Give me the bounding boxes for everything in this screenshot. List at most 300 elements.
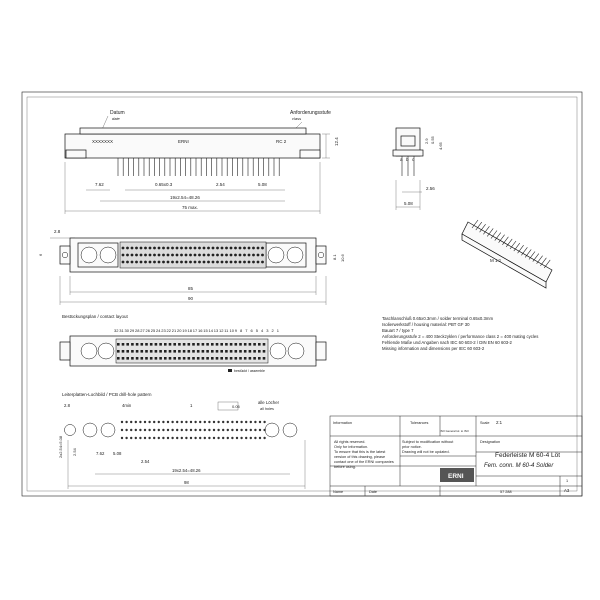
isometric-view: [462, 220, 552, 288]
layout-contact: [225, 350, 228, 353]
top-contact: [158, 247, 161, 250]
layout-contact: [150, 343, 153, 346]
pcb-hole: [194, 421, 196, 423]
pcb-dim-254-v: 2.54: [72, 448, 77, 456]
pin-number: 25: [150, 328, 156, 333]
pcb-hole: [250, 421, 252, 423]
top-contact: [234, 247, 237, 250]
layout-flange-right: [316, 342, 326, 360]
pcb-dim-28: 2.8: [64, 403, 70, 408]
pcb-hole-grid: [121, 421, 266, 439]
pin-number: 7: [245, 328, 248, 333]
pcb-hole: [250, 437, 252, 439]
front-housing: [65, 134, 320, 158]
top-contact: [153, 261, 156, 264]
dim-762: 7.62: [95, 182, 104, 187]
pcb-hole: [130, 429, 132, 431]
pcb-hole: [162, 429, 164, 431]
top-contact: [185, 247, 188, 250]
front-housing-top: [80, 128, 306, 134]
layout-contact: [253, 350, 256, 353]
layout-contact: [169, 357, 172, 360]
pin-number: 30: [124, 328, 129, 333]
iso-pin: [537, 256, 543, 264]
datum-label: Datum: [110, 110, 125, 116]
layout-contact: [178, 343, 181, 346]
pin-number: 26: [145, 328, 150, 333]
pcb-dim-rows: 2x2.54=5.08: [58, 435, 63, 458]
layout-contact: [192, 343, 195, 346]
pcb-hole: [208, 421, 210, 423]
top-contact: [135, 254, 138, 257]
layout-contact: [188, 357, 191, 360]
layout-contact: [188, 343, 191, 346]
pcb-hole: [259, 421, 261, 423]
top-dim-90: 90: [188, 296, 194, 301]
layout-contact: [122, 350, 125, 353]
pcb-hole: [162, 437, 164, 439]
layout-contact: [169, 343, 172, 346]
pcb-hole: [190, 429, 192, 431]
tb-title-en: Fem. conn. M 60-4 Solder: [484, 463, 554, 469]
pcb-hole: [240, 421, 242, 423]
top-contact: [171, 247, 174, 250]
pcb-hole: [144, 437, 146, 439]
layout-contact: [131, 357, 134, 360]
pin-number: 4: [261, 328, 264, 333]
pin-number: 22: [166, 328, 171, 333]
top-contact: [239, 254, 242, 257]
pcb-hole: [125, 429, 127, 431]
pcb-hole: [144, 429, 146, 431]
pcb-hole: [236, 437, 238, 439]
side-dim-465: 4.65: [438, 142, 443, 150]
layout-contact: [211, 343, 214, 346]
side-view: [393, 128, 443, 210]
tb-rights-5: contact one of the ERNI companies: [334, 460, 394, 464]
contact-layout: [60, 314, 326, 373]
pcb-hole: [139, 437, 141, 439]
layout-contact: [225, 343, 228, 346]
top-view: [38, 229, 345, 305]
top-contact: [230, 247, 233, 250]
pcb-hole: [181, 421, 183, 423]
pcb-hole: [227, 429, 229, 431]
top-contact: [257, 254, 260, 257]
top-contact: [144, 247, 147, 250]
layout-title: Bestückungsplan / contact layout: [62, 314, 128, 319]
layout-contact: [145, 357, 148, 360]
tb-name-label: Name: [333, 490, 344, 494]
top-contact: [180, 261, 183, 264]
top-contact: [158, 254, 161, 257]
top-contact: [122, 247, 125, 250]
layout-contact: [164, 343, 167, 346]
pcb-hole: [139, 429, 141, 431]
legend-swatch: [228, 369, 232, 372]
layout-contact: [244, 357, 247, 360]
layout-contact: [230, 357, 233, 360]
top-contact: [230, 254, 233, 257]
row-letter-b: b: [406, 157, 409, 162]
layout-contact: [206, 350, 209, 353]
tb-rights-2: Only for information.: [334, 445, 369, 449]
pin-number: 17: [192, 328, 198, 333]
layout-contact: [141, 357, 144, 360]
top-contact: [122, 254, 125, 257]
top-contact: [162, 247, 165, 250]
layout-contact: [202, 343, 205, 346]
pcb-dim-4min: 4min: [122, 403, 132, 408]
top-contact: [167, 247, 170, 250]
tb-rights-6: before using.: [334, 465, 356, 469]
pcb-all-holes: alle Löcher: [258, 400, 280, 405]
layout-contact: [126, 350, 129, 353]
layout-contact: [122, 343, 125, 346]
top-contact: [243, 247, 246, 250]
layout-contact: [178, 357, 181, 360]
front-pins: [118, 158, 279, 176]
pin-number: 8: [240, 328, 243, 333]
top-contact: [194, 261, 197, 264]
top-contact: [248, 247, 251, 250]
top-dim-106: 10.6: [340, 254, 345, 262]
layout-contact: [178, 350, 181, 353]
pcb-hole: [181, 437, 183, 439]
layout-contact: [159, 350, 162, 353]
pcb-hole: [135, 429, 137, 431]
layout-contact: [263, 343, 266, 346]
pcb-hole: [236, 429, 238, 431]
top-contact: [252, 254, 255, 257]
top-contact: [203, 254, 206, 257]
top-contact: [194, 247, 197, 250]
top-contact: [126, 261, 129, 264]
layout-contact: [202, 350, 205, 353]
pcb-dim-254: 2.54: [141, 459, 150, 464]
top-contact: [126, 254, 129, 257]
pin-number-row: [114, 328, 280, 333]
layout-contact: [216, 343, 219, 346]
layout-contact: [202, 357, 205, 360]
top-contact: [239, 261, 242, 264]
layout-contact: [117, 350, 120, 353]
top-contact: [239, 247, 242, 250]
layout-contact: [244, 350, 247, 353]
top-contact: [234, 254, 237, 257]
layout-contact: [159, 357, 162, 360]
pcb-hole: [148, 429, 150, 431]
top-contact: [252, 247, 255, 250]
layout-contact: [117, 343, 120, 346]
top-contact: [243, 261, 246, 264]
pcb-hole: [167, 437, 169, 439]
top-contact: [189, 254, 192, 257]
pcb-hole: [158, 429, 160, 431]
dim-pitch: 2.54: [216, 182, 225, 187]
layout-contact: [126, 357, 129, 360]
top-contact: [189, 247, 192, 250]
pcb-hole: [171, 421, 173, 423]
top-contact: [162, 261, 165, 264]
pcb-hole: [240, 437, 242, 439]
top-contact: [122, 261, 125, 264]
pcb-hole: [158, 421, 160, 423]
pin-number: 28: [135, 328, 140, 333]
layout-contact: [159, 343, 162, 346]
layout-contact: [155, 350, 158, 353]
pcb-hole: [217, 437, 219, 439]
layout-contact: [239, 343, 242, 346]
layout-contact: [136, 357, 139, 360]
pcb-hole: [171, 429, 173, 431]
top-contact: [176, 254, 179, 257]
pin-number: 19: [182, 328, 187, 333]
pcb-hole: [144, 421, 146, 423]
pcb-hole: [167, 421, 169, 423]
layout-contact: [239, 350, 242, 353]
top-contact: [144, 261, 147, 264]
pcb-hole: [153, 437, 155, 439]
pcb-hole: [130, 437, 132, 439]
pcb-dim-1: 1: [190, 403, 193, 408]
top-contact: [180, 247, 183, 250]
top-coding-left: [78, 243, 118, 267]
top-contact: [126, 247, 129, 250]
pcb-hole: [245, 421, 247, 423]
tb-change-1: Subject to modification without: [402, 440, 454, 444]
top-contact: [167, 261, 170, 264]
pcb-hole: [222, 437, 224, 439]
layout-contact: [173, 350, 176, 353]
top-contact: [212, 261, 215, 264]
pcb-hole: [222, 421, 224, 423]
top-contact: [225, 254, 228, 257]
top-contact: [216, 247, 219, 250]
top-contact: [176, 247, 179, 250]
top-contact: [261, 247, 264, 250]
top-contact: [171, 254, 174, 257]
top-contact: [153, 247, 156, 250]
top-contact: [212, 254, 215, 257]
pcb-hole: [135, 437, 137, 439]
tb-rights-4: version of this drawing, please: [334, 455, 386, 459]
layout-contact: [220, 350, 223, 353]
side-dim-256: 2.56: [426, 186, 435, 191]
pin-number: 6: [250, 328, 253, 333]
pcb-hole: [254, 421, 256, 423]
pcb-hole: [217, 429, 219, 431]
front-flange-left: [66, 150, 86, 158]
dim-terminal: 0.65x0.3: [155, 182, 173, 187]
top-contact: [216, 254, 219, 257]
pcb-hole: [259, 429, 261, 431]
note-6: Missing information and dimensions per IEC 60 603-2: [382, 346, 485, 351]
pcb-hole: [139, 421, 141, 423]
pcb-hole: [148, 437, 150, 439]
layout-contact: [244, 343, 247, 346]
layout-contact: [136, 343, 139, 346]
layout-contact: [192, 357, 195, 360]
pin-number: 10: [229, 328, 234, 333]
pcb-dim-762: 7.62: [96, 451, 105, 456]
pcb-hole: [121, 429, 123, 431]
pcb-hole: [130, 421, 132, 423]
layout-contact: [206, 357, 209, 360]
top-contact: [176, 261, 179, 264]
pcb-hole: [167, 429, 169, 431]
pcb-hole: [217, 421, 219, 423]
top-contact: [135, 247, 138, 250]
dim-overall: 75 max.: [182, 205, 199, 210]
pin-number: 1: [276, 328, 279, 333]
brand-mark: ERNI: [178, 139, 189, 144]
top-coding-right: [266, 243, 306, 267]
iso-pin: [544, 260, 550, 268]
dim-height: 12.4: [334, 137, 339, 146]
pcb-hole: [204, 429, 206, 431]
pcb-hole: [185, 429, 187, 431]
layout-contact: [150, 350, 153, 353]
notes: [382, 316, 538, 351]
layout-contact: [235, 343, 238, 346]
top-contact-field: [120, 242, 266, 268]
pcb-hole: [199, 429, 201, 431]
pin-number: 16: [198, 328, 203, 333]
layout-contact: [235, 357, 238, 360]
top-contact: [257, 261, 260, 264]
pin-number: 20: [177, 328, 182, 333]
pcb-hole: [185, 421, 187, 423]
top-contact: [189, 261, 192, 264]
top-dim-85: 85: [188, 286, 194, 291]
brand-logo-text: ERNI: [448, 473, 464, 480]
top-contact: [149, 254, 152, 257]
tb-information-label: Information: [333, 421, 352, 425]
layout-contact: [206, 343, 209, 346]
layout-contact: [197, 357, 200, 360]
top-contact: [171, 261, 174, 264]
top-contact: [207, 254, 210, 257]
tb-sheet-no: 1: [566, 479, 569, 483]
pcb-hole: [158, 437, 160, 439]
pcb-hole: [176, 437, 178, 439]
layout-contact: [258, 350, 261, 353]
top-contact: [140, 254, 143, 257]
pcb-hole: [153, 429, 155, 431]
pcb-hole: [254, 437, 256, 439]
top-contact: [185, 261, 188, 264]
layout-contact: [239, 357, 242, 360]
row-letter-a: a: [400, 157, 403, 162]
top-dim-81: 8.1: [332, 254, 337, 260]
pcb-hole: [231, 421, 233, 423]
top-contact: [194, 254, 197, 257]
layout-contact: [183, 350, 186, 353]
top-contact: [261, 254, 264, 257]
top-contact: [153, 254, 156, 257]
side-dim-508: 5.08: [404, 201, 413, 206]
iso-pin: [540, 258, 546, 266]
pcb-hole: [227, 421, 229, 423]
title-block: [330, 416, 582, 496]
top-contact: [198, 261, 201, 264]
version-label: Anforderungsstufe: [290, 110, 331, 116]
layout-contact: [235, 350, 238, 353]
layout-contact: [145, 350, 148, 353]
pin-number: 12: [219, 328, 224, 333]
layout-contact: [197, 343, 200, 346]
top-contact: [185, 254, 188, 257]
layout-contact: [122, 357, 125, 360]
layout-contact: [131, 350, 134, 353]
top-contact: [221, 261, 224, 264]
pin-number: 5: [255, 328, 258, 333]
legend-assembled: bestückt / assemble: [234, 369, 265, 373]
pcb-hole: [125, 437, 127, 439]
top-contact: [248, 261, 251, 264]
pcb-hole: [259, 437, 261, 439]
layout-contact: [164, 357, 167, 360]
top-contact: [158, 261, 161, 264]
layout-contact: [173, 357, 176, 360]
pin-number: 31: [119, 328, 124, 333]
top-contact: [257, 247, 260, 250]
pin-number: 21: [171, 328, 177, 333]
class-code: RC 2: [276, 139, 287, 144]
pcb-hole: [194, 429, 196, 431]
layout-contact: [192, 350, 195, 353]
pcb-hole: [245, 429, 247, 431]
tb-change-3: Drawing will not be updated.: [402, 450, 450, 454]
side-cavity: [401, 136, 415, 146]
pcb-pattern: [58, 392, 305, 489]
top-contact: [131, 261, 134, 264]
pcb-hole: [176, 429, 178, 431]
pcb-hole: [213, 429, 215, 431]
pcb-hole: [263, 421, 265, 423]
layout-contact: [253, 357, 256, 360]
pcb-hole: [162, 421, 164, 423]
pcb-hole: [208, 429, 210, 431]
pcb-hole: [190, 437, 192, 439]
top-contact: [131, 247, 134, 250]
tb-tolerance-note: ISO General tol. to ISO: [440, 429, 469, 433]
tb-rights-1: All rights reserved.: [334, 440, 366, 444]
pcb-hole: [190, 421, 192, 423]
top-contact: [140, 247, 143, 250]
layout-contact: [258, 343, 261, 346]
pcb-hole: [240, 429, 242, 431]
top-contact: [225, 247, 228, 250]
layout-contact: [164, 350, 167, 353]
pin-number: 27: [140, 328, 145, 333]
pcb-hole: [250, 429, 252, 431]
pcb-hole: [231, 437, 233, 439]
pcb-hole: [231, 429, 233, 431]
front-flange-right: [300, 150, 320, 158]
pcb-hole: [208, 437, 210, 439]
note-5: Fehlende Maße und Angaben nach IEC 60 603-2 / DIN EN 60 603-2: [382, 340, 512, 345]
top-contact: [234, 261, 237, 264]
layout-contact: [131, 343, 134, 346]
layout-contact: [145, 343, 148, 346]
tb-rights-3: To ensure that this is the latest: [334, 450, 386, 454]
row-letter-c: c: [412, 157, 415, 162]
top-contact: [162, 254, 165, 257]
top-contact: [203, 247, 206, 250]
note-1: Taschlanschluß 0.65x0.3mm / solder terminal 0.65x0.3mm: [382, 316, 494, 321]
